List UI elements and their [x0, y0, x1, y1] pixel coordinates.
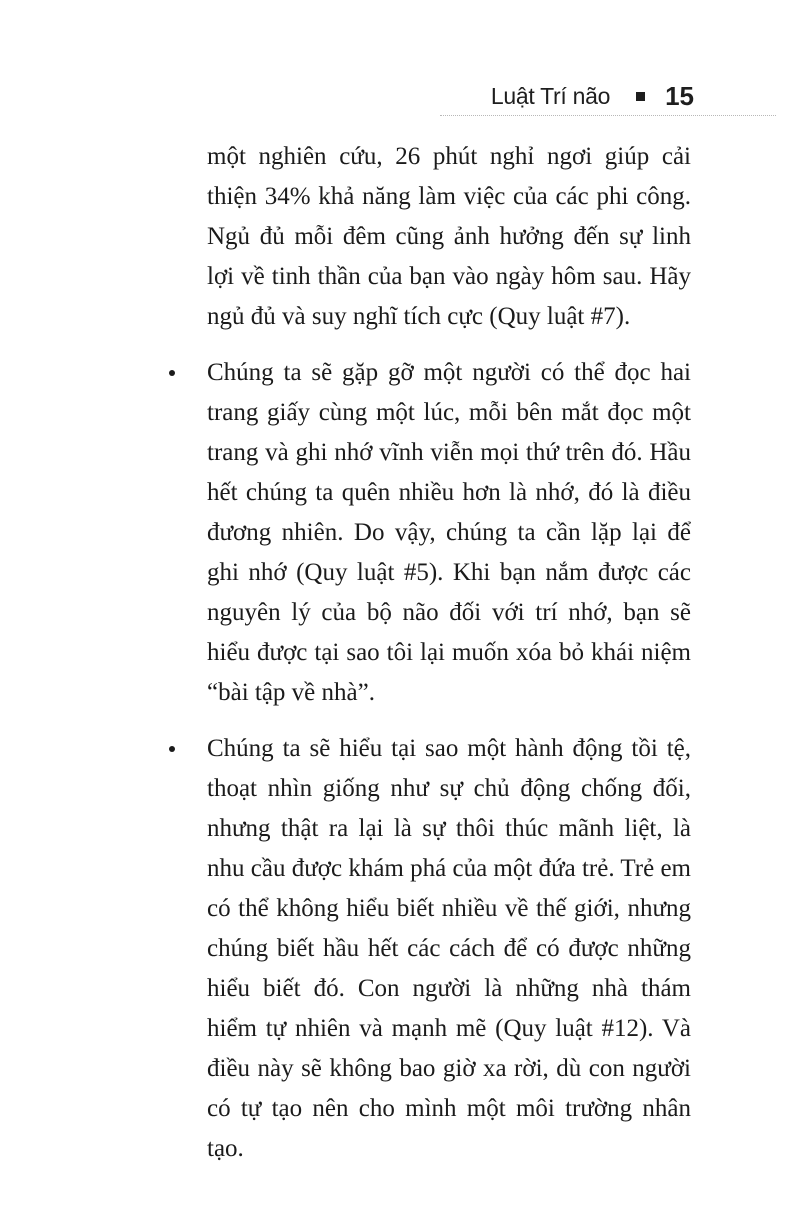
bullet-item-exploration [207, 729, 691, 1169]
page-body [207, 137, 691, 1185]
square-separator-icon [636, 92, 645, 101]
bullet-text: Chúng ta sẽ hiểu tại sao một hành động tồi tệ, thoạt nhìn giống như sự chủ động chống đối, nhưng thật ra lại là sự thôi thúc mãnh liệt, là nhu cầu được khám phá của một đứa trẻ. Trẻ em có thể không hiểu biết nhiều về thế giới, nhưng chúng biết hầu hết các cách để có được những hiểu biết đó. Con người là những nhà thám hiểm tự nhiên và mạnh mẽ (Quy luật #12). Và điều này sẽ không bao giờ xa rời, dù con người có tự tạo nên cho mình một môi trường nhân tạo. [207, 735, 691, 1162]
header-dotted-rule [440, 115, 776, 116]
page-number: 15 [665, 80, 694, 111]
bullet-item-memory [207, 353, 691, 713]
running-header [0, 78, 694, 114]
bullet-icon [169, 746, 175, 752]
bullet-icon [169, 370, 175, 376]
intro-paragraph: một nghiên cứu, 26 phút nghỉ ngơi giúp cải thiện 34% khả năng làm việc của các phi công. Ngủ đủ mỗi đêm cũng ảnh hưởng đến sự linh lợi về tinh thần của bạn vào ngày hôm sau. Hãy ngủ đủ và suy nghĩ tích cực (Quy luật #7). [207, 143, 691, 330]
bullet-text: Chúng ta sẽ gặp gỡ một người có thể đọc hai trang giấy cùng một lúc, mỗi bên mắt đọc một trang và ghi nhớ vĩnh viễn mọi thứ trên đó. Hầu hết chúng ta quên nhiều hơn là nhớ, đó là điều đương nhiên. Do vậy, chúng ta cần lặp lại để ghi nhớ (Quy luật #5). Khi bạn nắm được các nguyên lý của bộ não đối với trí nhớ, bạn sẽ hiểu được tại sao tôi lại muốn xóa bỏ khái niệm “bài tập về nhà”. [207, 359, 691, 706]
running-header-title: Luật Trí não [490, 82, 611, 109]
